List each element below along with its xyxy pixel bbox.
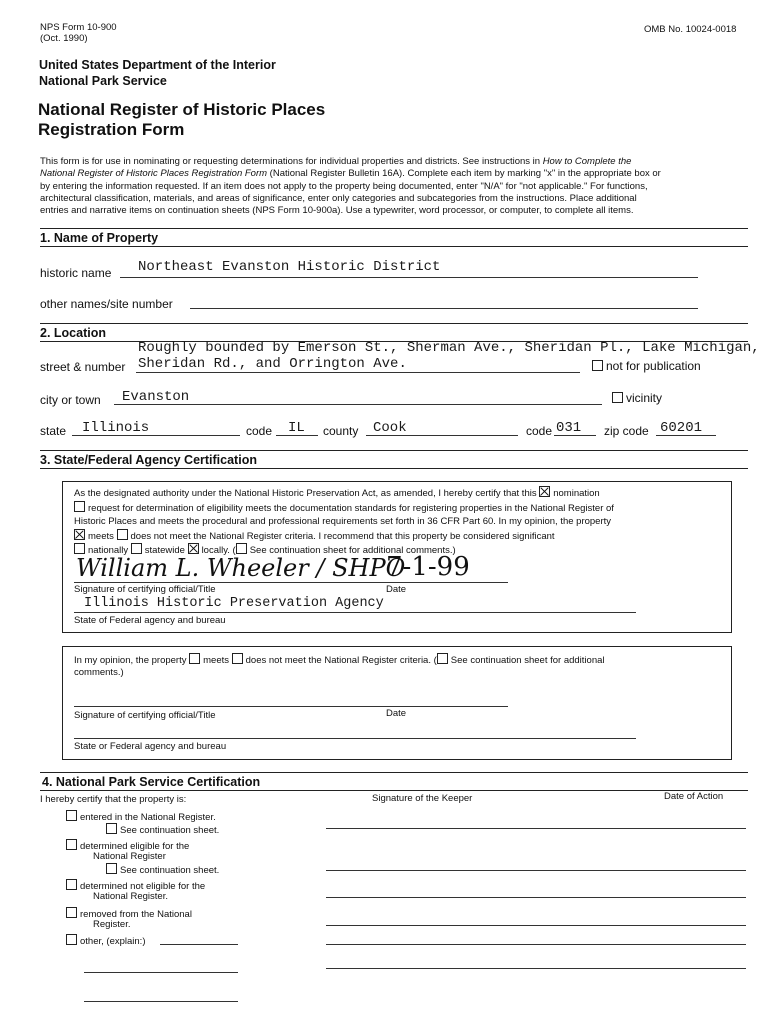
vicinity-checkbox[interactable] xyxy=(612,392,623,403)
meets-checkbox[interactable] xyxy=(74,529,85,540)
eligible-option[interactable]: determined eligible for the xyxy=(66,839,189,852)
not-for-publication-checkbox[interactable] xyxy=(592,360,603,371)
removed-line2: Register. xyxy=(93,919,131,930)
street-line2-value[interactable]: Sheridan Rd., and Orrington Ave. xyxy=(138,356,407,372)
city-label: city or town xyxy=(40,393,101,407)
see-continuation-1-checkbox[interactable] xyxy=(106,823,117,834)
historic-name-label: historic name xyxy=(40,266,112,280)
removed-checkbox[interactable] xyxy=(66,907,77,918)
determination-checkbox[interactable] xyxy=(74,501,85,512)
state-code-value[interactable]: IL xyxy=(288,420,305,436)
state-value[interactable]: Illinois xyxy=(82,420,150,436)
does-not-meet-checkbox[interactable] xyxy=(117,529,128,540)
entered-checkbox[interactable] xyxy=(66,810,77,821)
date-label-2: Date xyxy=(386,708,407,719)
entered-option[interactable]: entered in the National Register. xyxy=(66,810,216,823)
see-continuation-1[interactable]: See continuation sheet. xyxy=(106,823,219,836)
opinion-comments: comments.) xyxy=(74,667,124,678)
section1-heading: 1. Name of Property xyxy=(40,231,159,245)
removed-option[interactable]: removed from the National xyxy=(66,907,192,920)
form-number: NPS Form 10-900 xyxy=(40,22,117,33)
street-line1-value[interactable]: Roughly bounded by Emerson St., Sherman Ave., Sheridan Pl., Lake Michigan, xyxy=(138,340,760,356)
see-continuation-2-checkbox[interactable] xyxy=(106,863,117,874)
form-title-line2: Registration Form xyxy=(38,120,185,139)
signature-label-2: Signature of certifying official/Title xyxy=(74,710,216,721)
opinion-text: In my opinion, the property meets does not meet the National Register criteria. ( See continuation sheet for additional xyxy=(74,655,605,666)
opinion-meets-checkbox[interactable] xyxy=(189,653,200,664)
department: United States Department of the Interior xyxy=(39,58,276,72)
not-eligible-line2: National Register. xyxy=(93,891,168,902)
not-eligible-option[interactable]: determined not eligible for the xyxy=(66,879,205,892)
not-eligible-checkbox[interactable] xyxy=(66,879,77,890)
street-label: street & number xyxy=(40,360,126,374)
historic-name-value[interactable]: Northeast Evanston Historic District xyxy=(138,259,441,275)
county-code-value[interactable]: 031 xyxy=(556,420,582,436)
city-value[interactable]: Evanston xyxy=(122,389,190,405)
omb-number: OMB No. 10024-0018 xyxy=(644,24,737,35)
date-label: Date xyxy=(386,584,407,595)
other-names-label: other names/site number xyxy=(40,297,173,311)
service: National Park Service xyxy=(39,74,167,88)
agency-label: State of Federal agency and bureau xyxy=(74,615,226,626)
agency-value[interactable]: Illinois Historic Preservation Agency xyxy=(84,596,384,611)
zip-value[interactable]: 60201 xyxy=(660,420,703,436)
opinion-continuation-checkbox[interactable] xyxy=(437,653,448,664)
instructions: This form is for use in nominating or requesting determinations for individual properties and districts. See instructions in How to Complete the National Register of Historic Places Registration Form (National Register Bulletin 16A). Complete each item by marking "x" in the appropriate box or by entering the information requested. If an item does not apply to the property being documented, enter "N/A" for "not applicable." For functions, architectural classification, materials, and areas of significance, enter only categories and subcategories from the instructions. Place additional entries and narrative items on continuation sheets (NPS Form 10-900a). Use a typewriter, word processor, or computer, to complete all items. xyxy=(40,156,661,217)
opinion-not-meet-checkbox[interactable] xyxy=(232,653,243,664)
county-code-label: code xyxy=(526,424,553,438)
nomination-checkbox[interactable] xyxy=(539,486,550,497)
section2-heading: 2. Location xyxy=(40,326,106,340)
certifying-signature: William L. Wheeler / SHPO xyxy=(76,554,406,582)
not-for-publication[interactable]: not for publication xyxy=(592,359,701,373)
zip-label: zip code xyxy=(604,424,649,438)
county-label: county xyxy=(323,424,359,438)
state-code-label: code xyxy=(246,424,273,438)
state-label: state xyxy=(40,424,67,438)
continuation-checkbox[interactable] xyxy=(236,543,247,554)
eligible-checkbox[interactable] xyxy=(66,839,77,850)
other-checkbox[interactable] xyxy=(66,934,77,945)
date-of-action-label: Date of Action xyxy=(664,791,724,802)
vicinity[interactable]: vicinity xyxy=(612,391,662,405)
locally-checkbox[interactable] xyxy=(188,543,199,554)
see-continuation-2[interactable]: See continuation sheet. xyxy=(106,863,219,876)
signature-date: 7-1-99 xyxy=(386,552,470,582)
certify-text: I hereby certify that the property is: xyxy=(40,794,187,805)
section4-heading: 4. National Park Service Certification xyxy=(42,775,261,789)
signature-label: Signature of certifying official/Title xyxy=(74,584,216,595)
nationally-checkbox[interactable] xyxy=(74,543,85,554)
form-title-line1: National Register of Historic Places xyxy=(38,100,326,119)
certification-text: As the designated authority under the National Historic Preservation Act, as amended, I hereby certify that this nomination request for determination of eligibility meets the documentation standards for registering properties in the National Register of Historic Places and meets the procedural and professional requirements set forth in 36 CFR Part 60. In my opinion, the property meets does not meet the National Register criteria. I recommend that this property be considered significant nationally statewide locally. ( See continuation sheet for additional comments.) xyxy=(74,488,614,556)
agency-label-2: State or Federal agency and bureau xyxy=(74,741,227,752)
form-date: (Oct. 1990) xyxy=(40,33,88,44)
eligible-line2: National Register xyxy=(93,851,166,862)
statewide-checkbox[interactable] xyxy=(131,543,142,554)
other-option[interactable]: other, (explain:) xyxy=(66,934,145,947)
keeper-label: Signature of the Keeper xyxy=(372,793,473,804)
section3-heading: 3. State/Federal Agency Certification xyxy=(40,453,257,467)
county-value[interactable]: Cook xyxy=(373,420,407,436)
